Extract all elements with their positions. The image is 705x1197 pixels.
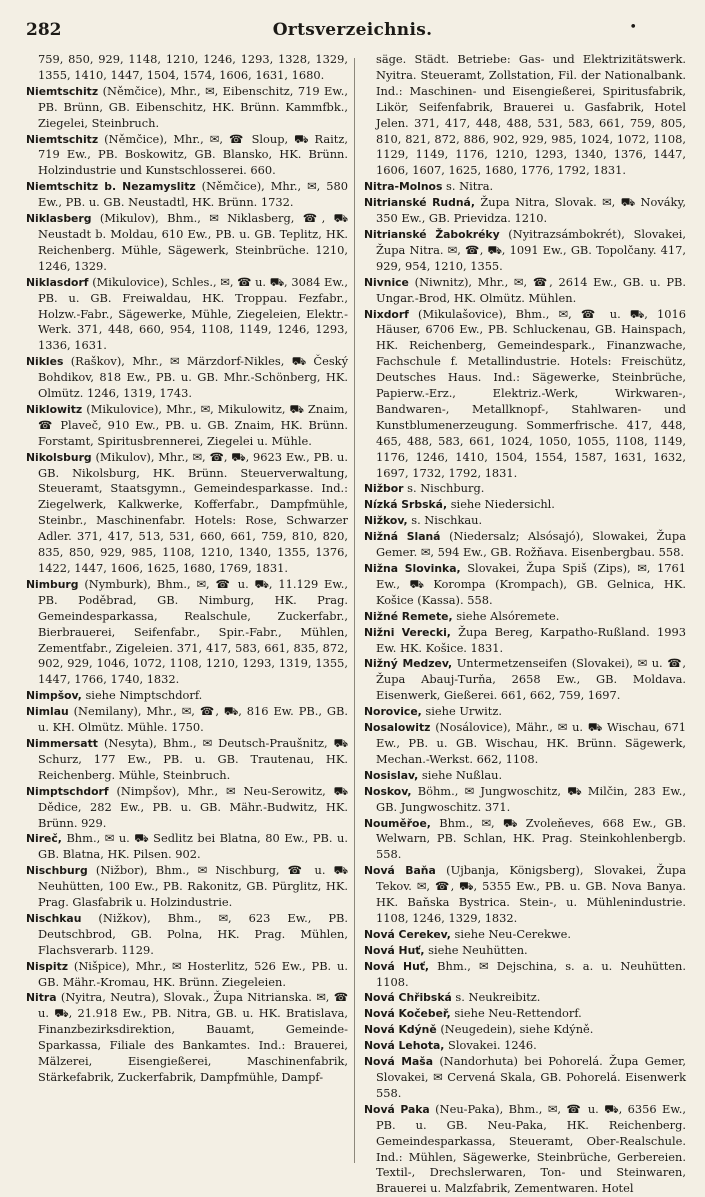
directory-entry: [26, 450, 348, 577]
directory-entry: [26, 959, 348, 991]
entry-text: (Němčice), Mhr., ✉, Eibenschitz, 719 Ew., PB. Brünn, GB. Eibenschitz, HK. Brünn. Kammfbk., Ziegelei, Steinbruch.: [38, 83, 348, 130]
entry-place-name: Nikles: [26, 355, 64, 369]
directory-entry: [26, 132, 348, 180]
page-title: Ortsverzeichnis.: [272, 20, 433, 40]
entry-place-name: Nitrianské Rudná,: [364, 196, 475, 210]
entry-text: Bhm., ✉ u. ⛟ Sedlitz bei Blatna, 80 Ew., PB. u. GB. Blatna, HK. Pilsen. 902.: [38, 831, 348, 862]
page-number: 282: [26, 20, 62, 40]
entry-text: siehe Neuhütten.: [428, 942, 528, 957]
directory-entry: [364, 1054, 686, 1102]
entry-text: Župa Bereg, Karpatho-Rußland. 1993 Ew. HK. Košice. 1831.: [376, 624, 687, 655]
entry-place-name: Nitra-Molnos: [364, 180, 443, 194]
entry-place-name: Nivnice: [364, 275, 409, 289]
entry-text: Župa Nitra, Slovak. ✉, ⛟ Nováky, 350 Ew., GB. Prievidza. 1210.: [376, 195, 686, 226]
entry-place-name: Nischkau: [26, 911, 82, 925]
entry-text: (Nyitrazsámbokrét), Slovakei, Župa Nitra. ✉, ☎, ⛟, 1091 Ew., GB. Topolčany. 417, 929, 954, 1210, 1355.: [376, 226, 687, 273]
directory-entry: [26, 211, 348, 275]
entry-place-name: Nimburg: [26, 577, 79, 591]
directory-entry: [26, 704, 348, 736]
entry-text: s. Nischkau.: [411, 513, 483, 528]
entry-place-name: Nižbor: [364, 482, 404, 496]
entry-text: Bhm., ✉ Dejschina, s. a. u. Neuhütten. 1108.: [376, 958, 686, 989]
entry-text: s. Nitra.: [446, 179, 494, 194]
entry-place-name: Nispitz: [26, 959, 69, 973]
entry-text: 759, 850, 929, 1148, 1210, 1246, 1293, 1328, 1329, 1355, 1410, 1447, 1504, 1574, 1606, 1631, 1680.: [38, 52, 348, 82]
entry-text: (Nimpšov), Mhr., ✉ Neu-Serowitz, ⛟ Dědice, 282 Ew., PB. u. GB. Mähr.-Budwitz, HK. Brünn. 929.: [38, 783, 348, 830]
directory-entry: [26, 354, 348, 402]
entry-place-name: Niemtschitz b. Nezamyslitz: [26, 180, 196, 194]
directory-entry: [364, 227, 686, 275]
entry-text: (Mikulašovice), Bhm., ✉, ☎ u. ⛟, 1016 Häuser, 6706 Ew., PB. Schluckenau, GB. Hainspach, HK. Reichenberg, Gemeindespark., Finanzwache, Fachschule f. Metallindustrie. Hotels: Freischütz, Deutsches Haus. Ind.: Sägewerke, Steinbrüche, Papierw.-Erz., Elektriz.-Werk, Wirkwaren-, Bandwaren-, Metallknopf-, Stahlwaren- und Kunstblumenerzeugung. Sommerfrische. 417, 448, 465, 488, 583, 661, 1024, 1050, 1055, 1108, 1149, 1176, 1246, 1410, 1504, 1554, 1587, 1631, 1632, 1697, 1732, 1792, 1831.: [376, 306, 686, 480]
directory-entry: [364, 1102, 686, 1197]
directory-entry: [26, 402, 348, 450]
entry-place-name: Nízká Srbská,: [364, 498, 448, 512]
directory-entry: [364, 959, 686, 991]
entry-place-name: Nová Baňa: [364, 864, 436, 878]
entry-text: säge. Städt. Betriebe: Gas- und Elektrizitätswerk. Nyitra. Steueramt, Zollstation, Fil. der Nationalbank. Ind.: Maschinen- und Eisengießerei, Spiritusfabrik, Likör, Seifenfabrik, Brauerei u. Gasfabrik, Hotel Jelen. 371, 417, 448, 488, 531, 583, 661, 759, 805, 810, 821, 872, 886, 902, 929, 985, 1024, 1072, 1108, 1129, 1149, 1176, 1210, 1293, 1340, 1376, 1447, 1606, 1607, 1625, 1680, 1776, 1792, 1831.: [376, 52, 686, 178]
entry-place-name: Norovice,: [364, 705, 422, 719]
entry-text: Bhm., ✉, ⛟ Zvoleňeves, 668 Ew., GB. Welwarn, PB. Schlan, HK. Prag. Steinkohlenbergb. 558.: [376, 815, 686, 862]
directory-entry: [364, 990, 686, 1006]
entry-text: (Niedersalz; Alsósajó), Slowakei, Župa Gemer. ✉, 594 Ew., GB. Rožňava. Eisenbergbau. 558.: [376, 529, 686, 560]
entry-place-name: Nouměřoe,: [364, 816, 431, 830]
directory-entry: [26, 736, 348, 784]
directory-entry: [364, 513, 686, 529]
entry-text: (Nemilany), Mhr., ✉, ☎, ⛟, 816 Ew. PB., GB. u. KH. Olmütz. Mühle. 1750.: [38, 704, 348, 735]
entry-place-name: Nižkov,: [364, 514, 408, 528]
entry-text: (Mikulov), Mhr., ✉, ☎, ⛟, 9623 Ew., PB. u. GB. Nikolsburg, HK. Brünn. Steuerverwaltung, Steueramt, Staatsgymn., Gemeindesparkasse. Ind.: Ziegelwerk, Kalkwerke, Kofferfabr., Dampfmühle, Steinbr., Maschinenfabr. Hotels: Rose, Schwarzer Adler. 371, 417, 513, 531, 660, 661, 759, 810, 820, 835, 850, 929, 985, 1108, 1210, 1340, 1355, 1376, 1422, 1447, 1606, 1625, 1680, 1769, 1831.: [38, 449, 348, 575]
directory-entry: [364, 863, 686, 927]
directory-entry: [364, 497, 686, 513]
entry-place-name: Nová Paka: [364, 1102, 430, 1116]
directory-entry: [364, 927, 686, 943]
header-bullet: •: [629, 20, 637, 35]
entry-place-name: Nová Kdýně: [364, 1023, 437, 1037]
entry-place-name: Nová Huť,: [364, 959, 430, 973]
entry-text: siehe Urwitz.: [425, 704, 502, 719]
directory-entry: [364, 784, 686, 816]
entry-text: (Mikulov), Bhm., ✉ Niklasberg, ☎, ⛟ Neustadt b. Moldau, 610 Ew., PB. u. GB. Teplitz, HK. Reichenberg. Mühle, Sägewerk, Steinbrüche. 1210, 1246, 1329.: [38, 211, 348, 273]
right-column: [364, 52, 687, 1196]
entry-place-name: Niemtschitz: [26, 84, 99, 98]
directory-entry: [26, 831, 348, 863]
entry-place-name: Niklasdorf: [26, 275, 89, 289]
page-header: [0, 14, 705, 48]
directory-entry: [364, 481, 686, 497]
directory-entry: [364, 307, 686, 482]
entry-place-name: Nižné Remete,: [364, 609, 453, 623]
entry-text: (Nišpice), Mhr., ✉ Hosterlitz, 526 Ew., PB. u. GB. Mähr.-Kromau, HK. Brünn. Ziegeleien.: [38, 958, 348, 989]
entry-place-name: Nireč,: [26, 832, 62, 846]
entry-place-name: Nitra: [26, 991, 57, 1005]
entry-place-name: Nová Lehota,: [364, 1039, 445, 1053]
entry-text: (Mikulovice), Mhr., ✉, Mikulowitz, ⛟ Znaim, ☎ Plaveč, 910 Ew., PB. u. GB. Znaim, HK. Brünn. Forstamt, Spiritusbrennerei, Ziegelei u. Mühle.: [38, 401, 349, 448]
entry-place-name: Nižna Slovinka,: [364, 562, 461, 575]
left-column: [26, 52, 348, 1167]
entry-place-name: Nová Chřibská: [364, 991, 452, 1005]
entry-text: (Nižkov), Bhm., ✉, 623 Ew., PB. Deutschbrod, GB. Polna, HK. Prag. Mühlen, Flachsverarb. 1129.: [38, 910, 349, 957]
directory-entry: [26, 577, 348, 688]
entry-text: (Ujbanja, Königsberg), Slovakei, Župa Tekov. ✉, ☎, ⛟, 5355 Ew., PB. u. GB. Nova Banya. HK. Baňska Bystrica. Stein-, u. Mühlenindustrie. 1108, 1246, 1329, 1832.: [376, 863, 686, 925]
entry-place-name: Nová Maša: [364, 1055, 433, 1069]
entry-place-name: Nimmersatt: [26, 736, 98, 750]
entry-text: (Neugedein), siehe Kdýně.: [440, 1022, 594, 1037]
entry-place-name: Nimptschdorf: [26, 784, 109, 798]
directory-entry: [26, 911, 348, 959]
directory-entry: [364, 561, 686, 609]
column-divider: [354, 58, 355, 1163]
directory-entry: [26, 179, 348, 211]
entry-place-name: Nová Huť,: [364, 943, 425, 957]
directory-entry: [364, 1006, 686, 1022]
directory-entry: [364, 195, 686, 227]
entry-place-name: Nová Kočebeř,: [364, 1007, 451, 1021]
entry-place-name: Niklasberg: [26, 212, 92, 226]
entry-place-name: Nischburg: [26, 864, 88, 878]
directory-entry: [26, 990, 348, 1085]
entry-text: (Neu-Paka), Bhm., ✉, ☎ u. ⛟, 6356 Ew., PB. u. GB. Neu-Paka, HK. Reichenberg. Gemeindesparkassa, Steueramt, Ober-Realschule. Ind.: Mühlen, Sägewerke, Steinbrüche, Gerbereien. Textil-, Drechslerwaren, Ton- und Steinwaren, Brauerei u. Malzfabrik, Zementwaren. Hotel: [376, 1101, 686, 1196]
entry-text: s. Neukreibitz.: [455, 990, 541, 1005]
entry-place-name: Nižni Verecki,: [364, 625, 451, 639]
entry-text: siehe Nimptschdorf.: [85, 688, 203, 703]
entry-text: (Nesyta), Bhm., ✉ Deutsch-Praušnitz, ⛟ Schurz, 177 Ew., PB. u. GB. Trautenau, HK. Reichenberg. Mühle, Steinbruch.: [38, 735, 348, 782]
entry-text: Slovakei, Župa Spiš (Zips), ✉, 1761 Ew., ⛟ Korompa (Krompach), GB. Gelnica, HK. Košice (Kassa). 558.: [376, 561, 686, 607]
directory-entry: [364, 275, 686, 307]
entry-place-name: Nosalowitz: [364, 721, 431, 735]
directory-entry: [364, 625, 686, 657]
entry-text: (Nymburk), Bhm., ✉, ☎ u. ⛟, 11.129 Ew., PB. Poděbrad, GB. Nimburg, HK. Prag. Gemeindesparkassa, Realschule, Zuckerfabr., Bierbrauerei, Seifenfabr., Spir.-Fabr., Mühlen, Zementfabr., Zigeleien. 371, 417, 583, 661, 835, 872, 902, 929, 1046, 1072, 1108, 1210, 1293, 1319, 1355, 1447, 1766, 1740, 1832.: [38, 576, 348, 687]
directory-entry: [364, 179, 686, 195]
entry-text: Untermetzenseifen (Slovakei), ✉ u. ☎, Župa Abauj-Turňa, 2658 Ew., GB. Moldava. Eisenwerk, Gießerei. 661, 662, 759, 1697.: [376, 656, 686, 703]
directory-entry: [26, 863, 348, 911]
directory-entry: [364, 816, 686, 864]
entry-place-name: Nixdorf: [364, 307, 409, 321]
entry-place-name: Nikolsburg: [26, 450, 92, 464]
entry-text: (Nižbor), Bhm., ✉ Nischburg, ☎ u. ⛟ Neuhütten, 100 Ew., PB. Rakonitz, GB. Pürglitz, HK. Prag. Glasfabrik u. Holzindustrie.: [38, 863, 348, 910]
entry-place-name: Nižný Medzev,: [364, 657, 453, 671]
entry-place-name: Niklowitz: [26, 402, 83, 416]
directory-entry: [26, 52, 348, 84]
directory-entry: [364, 720, 686, 768]
entry-text: (Niwnitz), Mhr., ✉, ☎, 2614 Ew., GB. u. PB. Ungar.-Brod, HK. Olmütz. Mühlen.: [376, 274, 686, 305]
directory-entry: [26, 275, 348, 355]
entry-text: siehe Niedersichl.: [450, 497, 555, 512]
directory-entry: [364, 704, 686, 720]
directory-entry: [364, 1022, 686, 1038]
entry-place-name: Nitrianské Žabokréky: [364, 227, 500, 241]
directory-entry: [364, 529, 686, 561]
entry-text: (Němčice), Mhr., ✉, 580 Ew., PB. u. GB. Neustadtl, HK. Brünn. 1732.: [38, 179, 349, 210]
entry-place-name: Nimpšov,: [26, 689, 82, 703]
directory-entry: [364, 52, 686, 179]
directory-entry: [26, 784, 348, 832]
entry-text: siehe Nußlau.: [421, 767, 503, 782]
entry-place-name: Noskov,: [364, 784, 412, 798]
entry-text: (Němčice), Mhr., ✉, ☎ Sloup, ⛟ Raitz, 719 Ew., PB. Boskowitz, GB. Blansko, HK. Brünn. Holzindustrie und Kunstschlosserei. 660.: [38, 131, 348, 178]
entry-text: (Nandorhuta) bei Pohorelá. Župa Gemer, Slovakei, ✉ Cervená Skala, GB. Pohorelá. Eisenwerk 558.: [376, 1054, 686, 1100]
entry-text: (Raškov), Mhr., ✉ Märzdorf-Nikles, ⛟ Český Bohdikov, 818 Ew., PB. u. GB. Mhr.-Schönberg, HK. Olmütz. 1246, 1319, 1743.: [38, 354, 349, 401]
directory-entry: [364, 609, 686, 625]
entry-place-name: Niemtschitz: [26, 132, 99, 146]
entry-text: siehe Neu-Rettendorf.: [454, 1006, 582, 1021]
entry-place-name: Nižná Slaná: [364, 530, 441, 544]
entry-text: (Mikulovice), Schles., ✉, ☎ u. ⛟, 3084 Ew., PB. u. GB. Freiwaldau, HK. Troppau. Fezfabr., Holzw.-Fabr., Sägewerke, Mühle, Ziegeleien, Elektr.-Werk. 371, 448, 660, 954, 1108, 1149, 1246, 1293, 1336, 1631.: [38, 274, 348, 353]
directory-entry: [26, 84, 348, 132]
directory-entry: [364, 943, 686, 959]
entry-text: Böhm., ✉ Jungwoschitz, ⛟ Milčin, 283 Ew., GB. Jungwoschitz. 371.: [376, 783, 687, 814]
entry-place-name: Nimlau: [26, 705, 69, 719]
entry-text: siehe Alsóremete.: [456, 608, 560, 623]
directory-entry: [364, 656, 686, 704]
entry-text: s. Nischburg.: [407, 481, 485, 496]
directory-entry: [26, 688, 348, 704]
entry-text: Slovakei. 1246.: [448, 1038, 537, 1053]
entry-place-name: Nová Cerekev,: [364, 927, 451, 941]
entry-text: siehe Neu-Cerekwe.: [454, 926, 572, 941]
entry-text: (Nosálovice), Mähr., ✉ u. ⛟ Wischau, 671 Ew., PB. u. GB. Wischau, HK. Brünn. Sägewerk, Mechan.-Werkst. 662, 1108.: [376, 720, 686, 766]
directory-entry: [364, 1038, 686, 1054]
entry-place-name: Nosislav,: [364, 768, 419, 782]
directory-entry: [364, 768, 686, 784]
entry-text: (Nyitra, Neutra), Slovak., Župa Nitrianska. ✉, ☎ u. ⛟, 21.918 Ew., PB. Nitra, GB. u. HK. Bratislava, Finanzbezirksdirektion, Bauamt, Gemeinde-Sparkassa, Filiale des Bankamtes. Ind.: Brauerei, Mälzerei, Eisengießerei, Maschinenfabrik, Stärkefabrik, Zuckerfabrik, Dampfmühle, Dampf-: [38, 990, 348, 1084]
